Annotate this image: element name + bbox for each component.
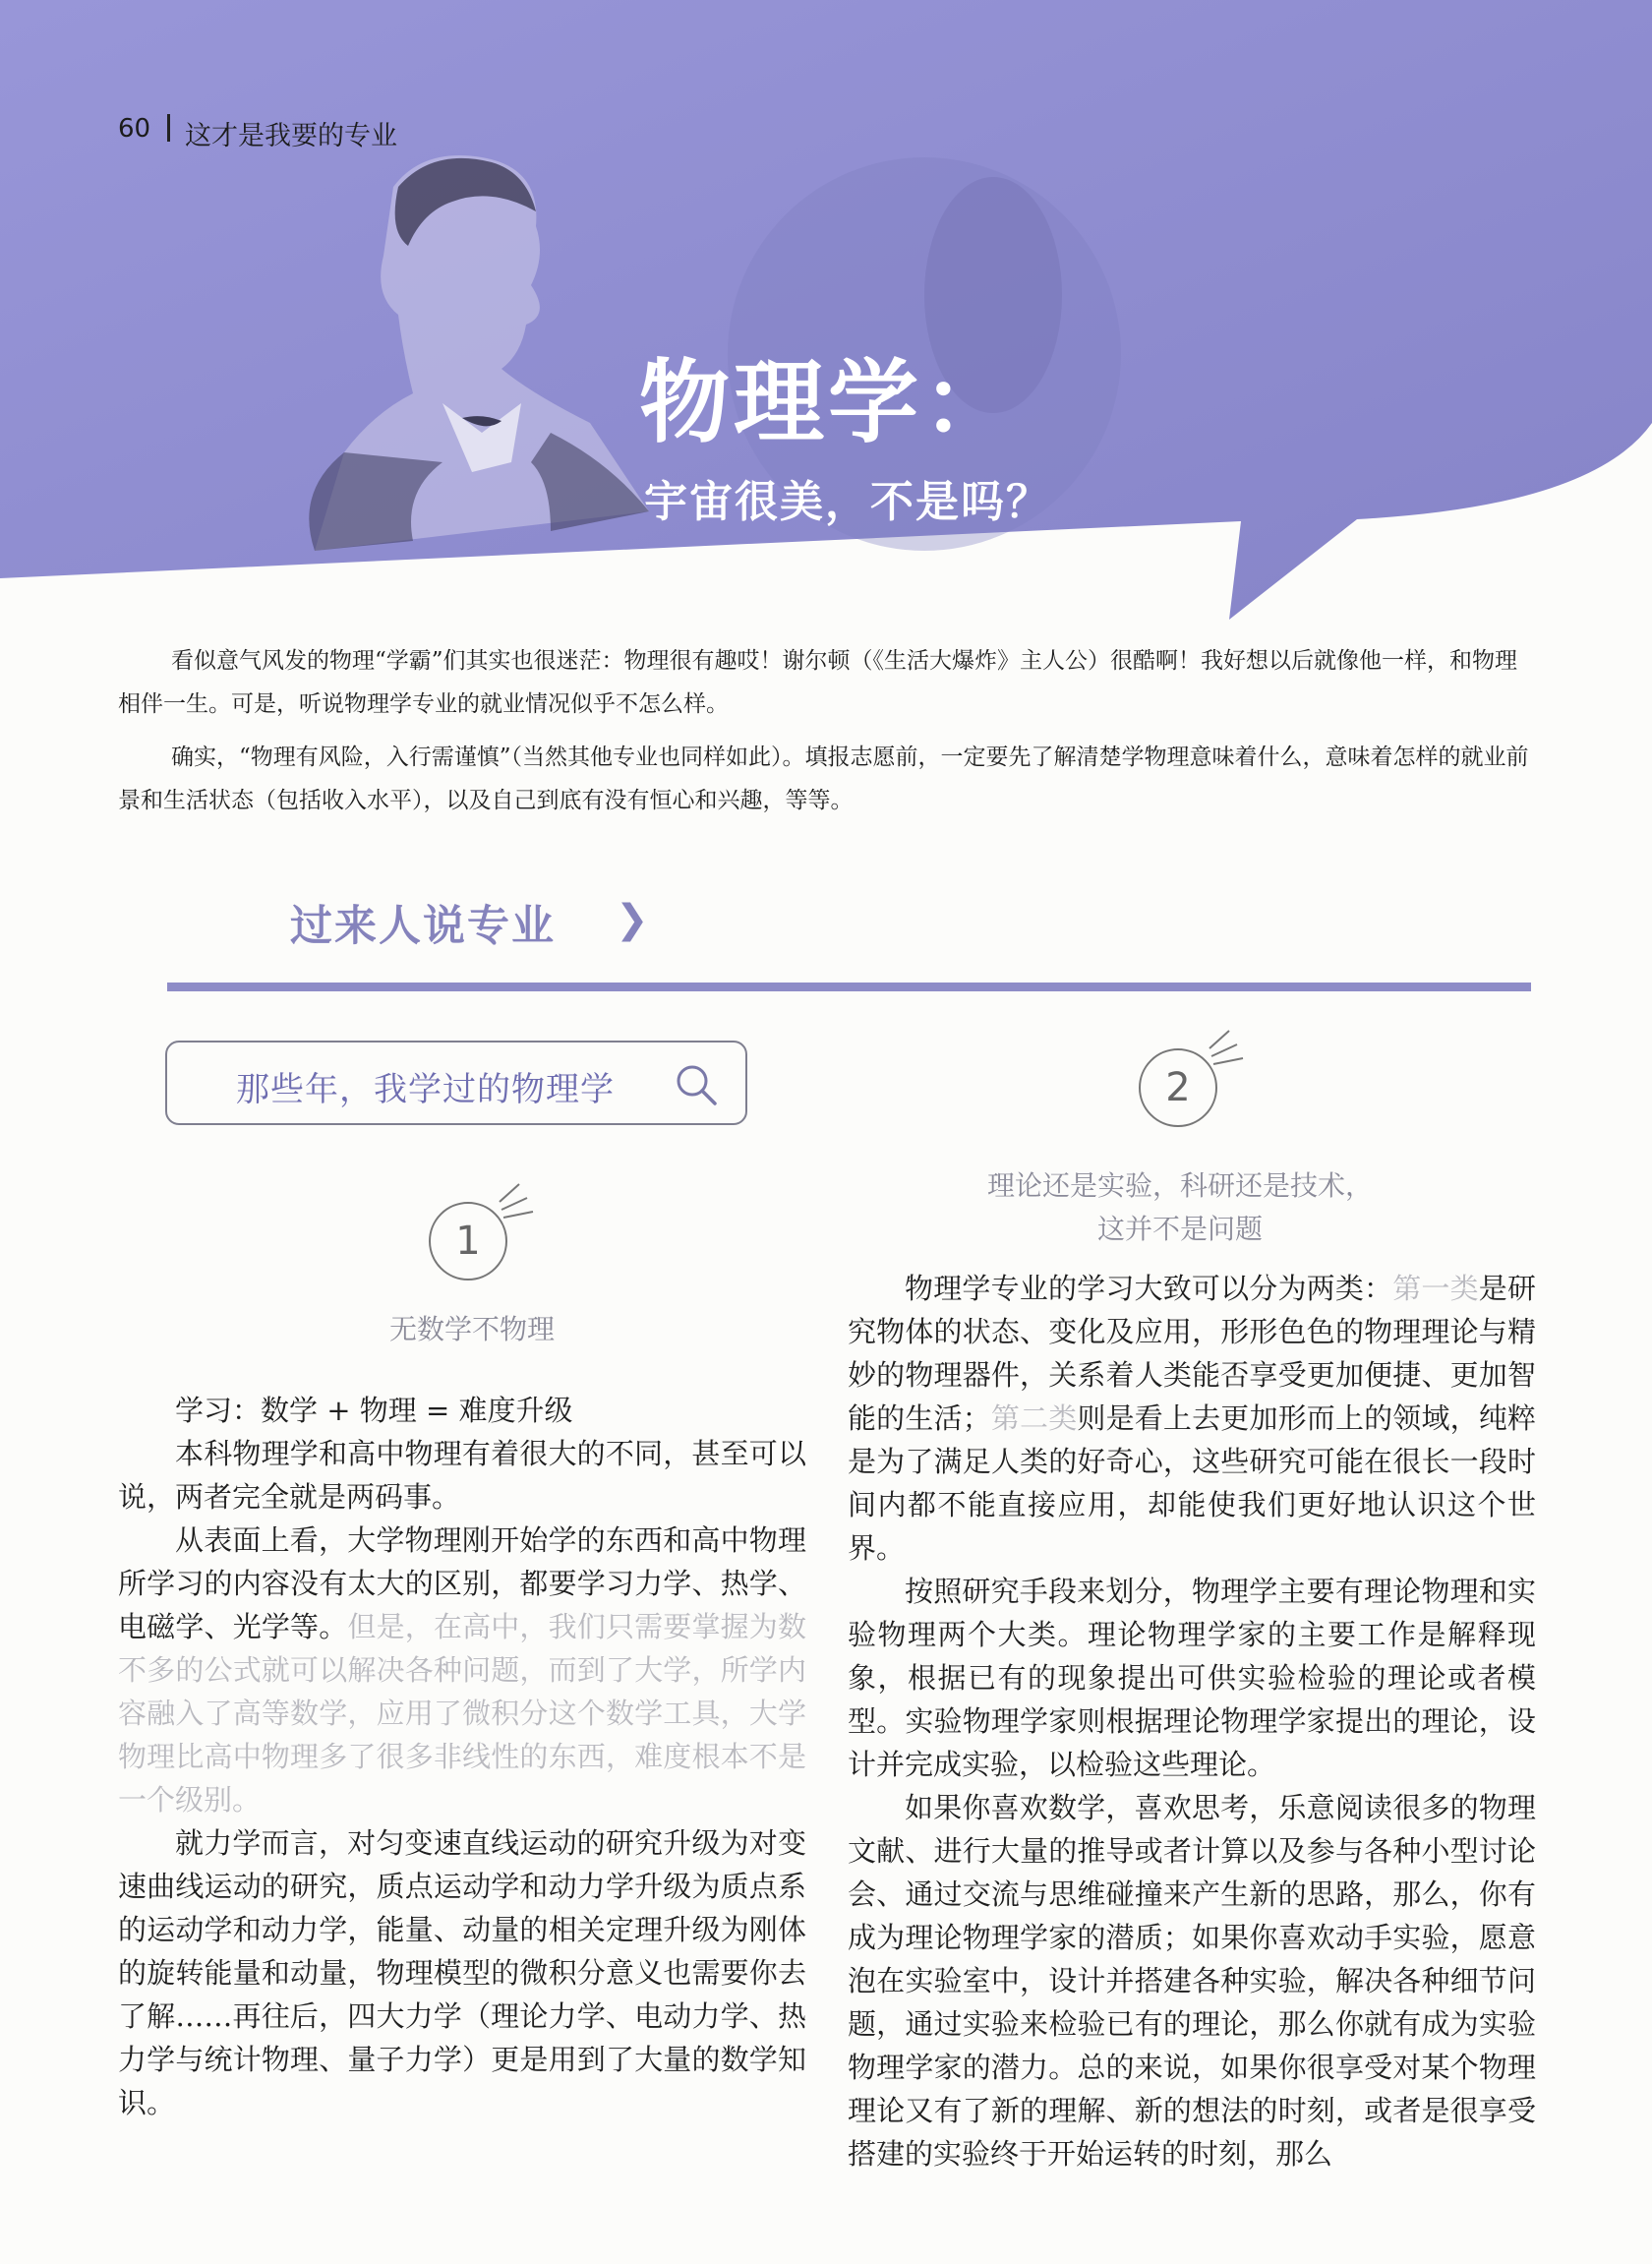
section-divider <box>167 983 1531 991</box>
paragraph-text: 是研究物体的状态、变化及应用，形形色色的物理理论与精妙的物理器件，关系着人类能否享受更加便捷、更加智能的生活； <box>848 1272 1536 1435</box>
section-number-badge-2: 2 <box>1139 1048 1217 1127</box>
section-1-paragraph-1: 本科物理学和高中物理有着很大的不同，甚至可以说，两者完全就是两码事。 <box>118 1437 806 1514</box>
sparkle-rays-icon <box>498 1176 557 1225</box>
intro-paragraph-2: 确实，“物理有风险，入行需谨慎”（当然其他专业也同样如此）。填报志愿前，一定要先了解清楚学物理意味着什么，意味着怎样的就业前景和生活状态（包括收入水平），以及自己到底有没有恒心和兴趣，等等。 <box>118 745 1529 813</box>
header-banner <box>0 0 1652 629</box>
section-2-heading <box>914 1164 1446 1251</box>
section-2-paragraph-1 <box>848 1267 1536 1570</box>
section-2-paragraph-2: 按照研究手段来划分，物理学主要有理论物理和实验物理两个大类。理论物理学家的主要工作是解释现象，根据已有的现象提出可供实验检验的理论或者模型。实验物理学家则根据理论物理学家提出的理论，设计并完成实验，以检验这些理论。 <box>848 1575 1536 1781</box>
paragraph-text: 物理学专业的学习大致可以分为两类： <box>905 1272 1393 1305</box>
page-subtitle: 宇宙很美，不是吗？ <box>644 477 1051 527</box>
paragraph-text: 从表面上看，大学物理刚开始学的东西和高中物理所学习的内容没有太大的区别，都要学习力学、热学、电磁学、光学等。 <box>118 1523 806 1643</box>
left-column <box>118 1389 806 2124</box>
faded-paragraph-text: 第一类 <box>1392 1272 1479 1305</box>
section-2-heading-line-2: 这并不是问题 <box>1096 1213 1263 1245</box>
section-1-paragraph-3: 就力学而言，对匀变速直线运动的研究升级为对变速曲线运动的研究，质点运动学和动力学升级为质点系的运动学和动力学，能量、动量的相关定理升级为刚体的旋转能量和动量，物理模型的微积分意义也需要你去了解……再往后，四大力学（理论力学、电动力学、热力学与统计物理、量子力学）更是用到了大量的数学知识。 <box>118 1826 806 2119</box>
paragraph-text: 则是看上去更加形而上的领域，纯粹是为了满足人类的好奇心，这些研究可能在很长一段时间内都不能直接应用，却能使我们更好地认识这个世界。 <box>848 1401 1536 1565</box>
sparkle-rays-icon <box>1208 1023 1267 1072</box>
topic-search-box <box>165 1041 747 1125</box>
search-icon <box>674 1062 719 1107</box>
page-number-divider <box>167 114 170 142</box>
search-box-label: 那些年，我学过的物理学 <box>236 1070 615 1109</box>
section-1-lead: 学习：数学 + 物理 = 难度升级 <box>175 1394 573 1427</box>
chevron-right-icon: ❯ <box>616 897 649 942</box>
right-column <box>848 1267 1536 2175</box>
intro-paragraph-1: 看似意气风发的物理“学霸”们其实也很迷茫：物理很有趣哎！谢尔顿（《生活大爆炸》主人公）很酷啊！我好想以后就像他一样，和物理相伴一生。可是，听说物理学专业的就业情况似乎不怎么样。 <box>118 648 1518 717</box>
running-head: 这才是我要的专业 <box>185 121 397 151</box>
section-1-heading: 无数学不物理 <box>388 1313 555 1345</box>
faded-paragraph-text: 但是，在高中，我们只需要掌握为数不多的公式就可以解决各种问题，而到了大学，所学内容融入了高等数学，应用了微积分这个数学工具，大学物理比高中物理多了很多非线性的东西，难度根本不是一个级别。 <box>118 1610 806 1817</box>
speech-bubble-banner <box>0 0 1652 629</box>
section-2-paragraph-3: 如果你喜欢数学，喜欢思考，乐意阅读很多的物理文献、进行大量的推导或者计算以及参与各种小型讨论会、通过交流与思维碰撞来产生新的思路，那么，你有成为理论物理学家的潜质；如果你喜欢动手实验，愿意泡在实验室中，设计并搭建各种实验，解决各种细节问题，通过实验来检验已有的理论，那么你就有成为实验物理学家的潜力。总的来说，如果你很享受对某个物理理论又有了新的理解、新的想法的时刻，或者是很享受搭建的实验终于开始运转的时刻，那么 <box>848 1791 1536 2171</box>
faded-paragraph-text: 第二类 <box>990 1401 1078 1435</box>
section-number-badge-1: 1 <box>429 1202 507 1281</box>
page-number: 60 <box>118 114 151 144</box>
section-1-paragraph-2 <box>118 1519 806 1821</box>
page-title: 物理学： <box>639 350 1018 455</box>
section-title: 过来人说专业 <box>290 902 556 951</box>
section-2-heading-line-1: 理论还是实验，科研还是技术， <box>986 1169 1373 1202</box>
